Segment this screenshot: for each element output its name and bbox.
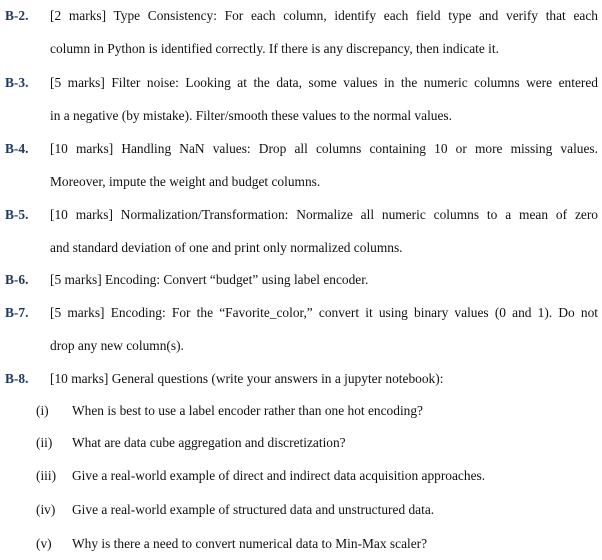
question-number: B-2. <box>5 8 29 23</box>
sub-question-text: Give a real-world example of structured data and unstructured data. <box>72 502 435 517</box>
question-text-line: and standard deviation of one and print only normalized columns. <box>50 240 403 255</box>
question-number: B-5. <box>5 207 29 222</box>
question-text-line: [2 marks] Type Consistency: For each column, identify each field type and verify that each <box>50 8 598 23</box>
sub-question-numeral: (i) <box>36 403 49 418</box>
question-number: B-4. <box>5 141 29 156</box>
sub-question-text: Why is there a need to convert numerical data to Min-Max scaler? <box>72 536 428 551</box>
question-text-line: drop any new column(s). <box>50 338 184 353</box>
question-text-line: [5 marks] Filter noise: Looking at the data, some values in the numeric columns were entered <box>50 75 598 90</box>
question-number: B-7. <box>5 305 29 320</box>
sub-question-text: When is best to use a label encoder rather than one hot encoding? <box>72 403 424 418</box>
question-number: B-6. <box>5 272 29 287</box>
question-text-line: [5 marks] Encoding: Convert “budget” using label encoder. <box>50 272 369 287</box>
sub-question-numeral: (ii) <box>36 435 53 450</box>
question-number: B-3. <box>5 75 29 90</box>
question-number: B-8. <box>5 371 29 386</box>
question-text-line: [10 marks] Handling NaN values: Drop all columns containing 10 or more missing values. <box>50 141 598 156</box>
sub-question-text: What are data cube aggregation and discretization? <box>72 435 346 450</box>
sub-question-numeral: (iii) <box>36 468 57 483</box>
question-text-line: [10 marks] Normalization/Transformation: Normalize all numeric columns to a mean of zero <box>50 207 598 222</box>
question-text-line: [5 marks] Encoding: For the “Favorite_color,” convert it using binary values (0 and 1). Do not <box>50 305 598 320</box>
question-text-line: in a negative (by mistake). Filter/smooth these values to the normal values. <box>50 108 452 123</box>
sub-question-numeral: (iv) <box>36 502 56 517</box>
sub-question-text: Give a real-world example of direct and indirect data acquisition approaches. <box>72 468 486 483</box>
question-text-line: [10 marks] General questions (write your answers in a jupyter notebook): <box>50 371 444 386</box>
question-text-line: column in Python is identified correctly. If there is any discrepancy, then indicate it. <box>50 41 499 56</box>
question-text-line: Moreover, impute the weight and budget columns. <box>50 174 321 189</box>
sub-question-numeral: (v) <box>36 536 52 551</box>
